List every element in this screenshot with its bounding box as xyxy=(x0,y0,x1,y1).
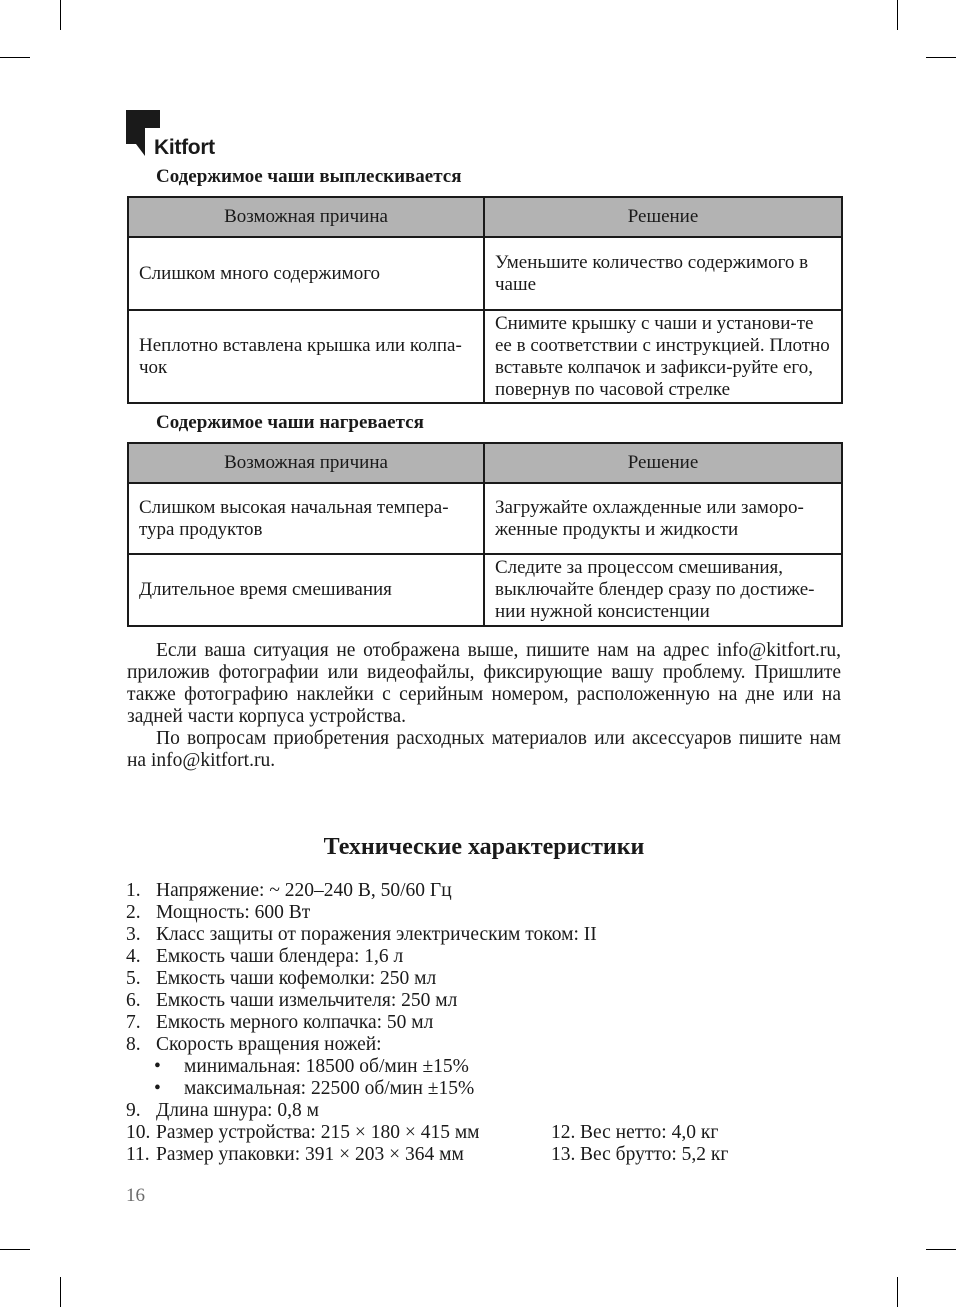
bullet-marker: • xyxy=(154,1056,161,1077)
spec-number: 11. xyxy=(126,1144,150,1165)
spec-text: Емкость чаши измельчителя: 250 мл xyxy=(156,990,458,1011)
table-row xyxy=(128,483,842,554)
spec-item xyxy=(126,880,840,902)
spec-item xyxy=(551,1144,728,1166)
spec-text: Длина шнура: 0,8 м xyxy=(156,1100,319,1121)
column-header: Решение xyxy=(484,443,842,483)
section-title: Содержимое чаши нагревается xyxy=(156,412,424,433)
troubleshooting-table xyxy=(127,442,843,627)
solution-cell: Уменьшите количество содержимого в чаше xyxy=(484,237,842,310)
spec-number: 8. xyxy=(126,1034,141,1055)
spec-item xyxy=(126,946,840,968)
spec-subitem xyxy=(126,1078,840,1100)
paragraph-text: Если ваша ситуация не отображена выше, пишите нам на адрес info@kitfort.ru, приложив фотографии или видеофайлы, фиксирующие вашу проблему. Пришлите также фотографию наклейки с серийным номером, расположенную на дне или на задней части корпуса устройства. xyxy=(127,640,841,727)
specs-list-right xyxy=(551,1122,728,1166)
column-header: Возможная причина xyxy=(128,197,484,237)
crop-mark xyxy=(0,1249,30,1250)
spec-text: максимальная: 22500 об/мин ±15% xyxy=(184,1078,475,1099)
bullet-marker: • xyxy=(154,1078,161,1099)
cause-cell: Слишком много содержимого xyxy=(128,237,484,310)
spec-item xyxy=(126,1012,840,1034)
spec-text: Скорость вращения ножей: xyxy=(156,1034,382,1055)
section-title: Содержимое чаши выплескивается xyxy=(156,166,462,187)
brand-logo xyxy=(126,110,226,162)
crop-mark xyxy=(926,1249,956,1250)
accessories-paragraph xyxy=(127,728,841,772)
spec-item xyxy=(126,1122,840,1144)
table-row xyxy=(128,237,842,310)
solution-cell: Следите за процессом смешивания, выключайте блендер сразу по достиже-нии нужной консистенции xyxy=(484,554,842,626)
spec-subitem xyxy=(126,1056,840,1078)
troubleshooting-table xyxy=(127,196,843,404)
spec-text: Емкость мерного колпачка: 50 мл xyxy=(156,1012,434,1033)
spec-number: 7. xyxy=(126,1012,141,1033)
contact-paragraph xyxy=(127,640,841,728)
spec-text: Размер упаковки: 391 × 203 × 364 мм xyxy=(156,1144,464,1165)
crop-mark xyxy=(926,57,956,58)
spec-text: Напряжение: ~ 220–240 В, 50/60 Гц xyxy=(156,880,452,901)
spec-item xyxy=(126,924,840,946)
brand-name: Kitfort xyxy=(154,136,215,159)
spec-item xyxy=(551,1122,728,1144)
cause-cell: Слишком высокая начальная темпера-тура продуктов xyxy=(128,483,484,554)
column-header: Возможная причина xyxy=(128,443,484,483)
spec-number: 2. xyxy=(126,902,141,923)
paragraph-text: По вопросам приобретения расходных материалов или аксессуаров пишите нам на info@kitfort.ru. xyxy=(127,728,841,771)
spec-number: 12. xyxy=(551,1122,576,1143)
spec-item xyxy=(126,902,840,924)
spec-item xyxy=(126,968,840,990)
spec-text: Размер устройства: 215 × 180 × 415 мм xyxy=(156,1122,480,1143)
spec-text: минимальная: 18500 об/мин ±15% xyxy=(184,1056,469,1077)
spec-number: 4. xyxy=(126,946,141,967)
spec-item xyxy=(126,1144,840,1166)
spec-number: 9. xyxy=(126,1100,141,1121)
crop-mark xyxy=(60,0,61,30)
spec-text: Класс защиты от поражения электрическим током: II xyxy=(156,924,597,945)
spec-number: 3. xyxy=(126,924,141,945)
spec-number: 1. xyxy=(126,880,141,901)
spec-text: Емкость чаши кофемолки: 250 мл xyxy=(156,968,437,989)
spec-item xyxy=(126,1034,840,1056)
page-number: 16 xyxy=(126,1185,145,1206)
spec-text: Вес нетто: 4,0 кг xyxy=(580,1122,719,1143)
spec-item xyxy=(126,1100,840,1122)
solution-cell: Снимите крышку с чаши и установи-те ее в соответствии с инструкцией. Плотно вставьте колпачок и зафикси-руйте его, повернув по часовой стрелке xyxy=(484,310,842,403)
spec-item xyxy=(126,990,840,1012)
column-header: Решение xyxy=(484,197,842,237)
crop-mark xyxy=(897,1277,898,1307)
spec-text: Вес брутто: 5,2 кг xyxy=(580,1144,729,1165)
spec-number: 5. xyxy=(126,968,141,989)
table-row xyxy=(128,554,842,626)
spec-text: Емкость чаши блендера: 1,6 л xyxy=(156,946,404,967)
spec-text: Мощность: 600 Вт xyxy=(156,902,311,923)
specs-list xyxy=(126,880,840,1166)
cause-cell: Длительное время смешивания xyxy=(128,554,484,626)
table-row xyxy=(128,310,842,403)
crop-mark xyxy=(60,1277,61,1307)
spec-number: 13. xyxy=(551,1144,576,1165)
spec-number: 6. xyxy=(126,990,141,1011)
cause-cell: Неплотно вставлена крышка или колпа-чок xyxy=(128,310,484,403)
solution-cell: Загружайте охлажденные или заморо-женные продукты и жидкости xyxy=(484,483,842,554)
spec-number: 10. xyxy=(126,1122,151,1143)
crop-mark xyxy=(0,57,30,58)
specs-heading: Технические характеристики xyxy=(323,834,645,860)
crop-mark xyxy=(897,0,898,30)
